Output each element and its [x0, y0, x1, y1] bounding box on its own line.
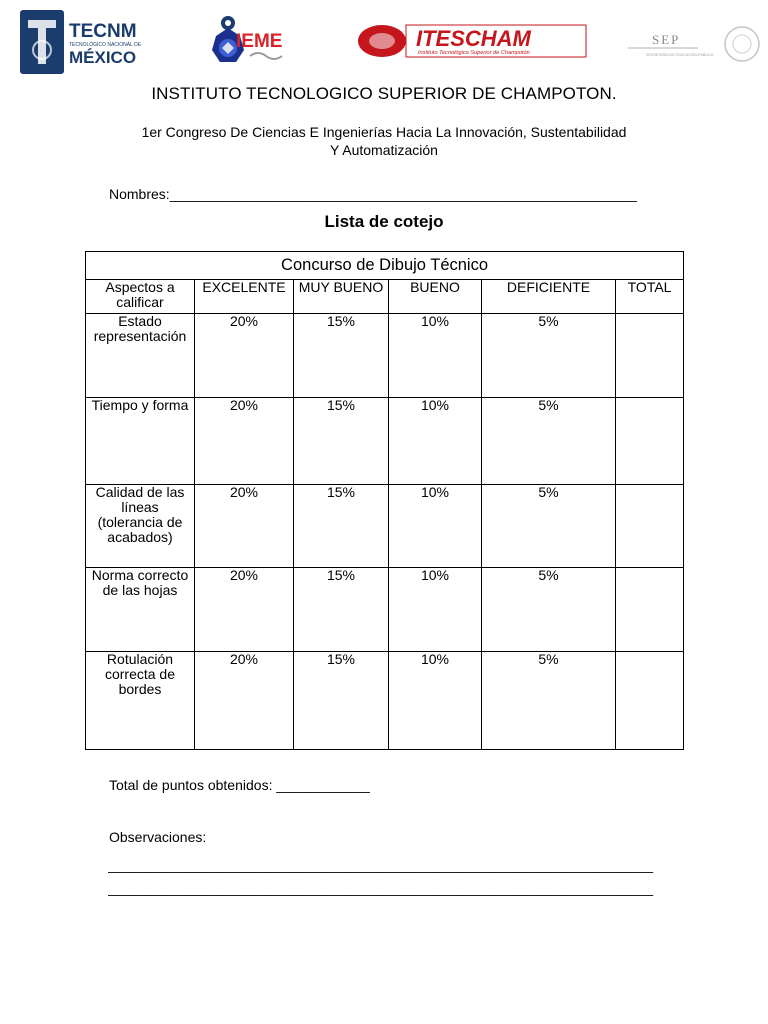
header-bueno: BUENO: [389, 280, 482, 314]
tecnm-title: TECNM: [69, 21, 137, 42]
congress-line-1: 1er Congreso De Ciencias E Ingenierías Hacia La Innovación, Sustentabilidad: [141, 124, 627, 140]
table-row: [86, 568, 684, 652]
sep-subtitle: SECRETARÍA DE EDUCACIÓN PÚBLICA: [646, 53, 714, 57]
names-field[interactable]: [109, 186, 637, 202]
ieme-text: IEME: [236, 31, 283, 52]
sep-text: SEP: [652, 32, 681, 47]
observations-label: Observaciones:: [109, 829, 207, 845]
cell-excelente[interactable]: 20%: [195, 568, 294, 652]
header-aspect: Aspectos a calificar: [86, 280, 195, 314]
row-aspect: Norma correcto de las hojas: [86, 568, 195, 652]
institution-title: INSTITUTO TECNOLOGICO SUPERIOR DE CHAMPOTON.: [151, 84, 617, 103]
cell-total[interactable]: [616, 314, 684, 398]
names-blank[interactable]: ____________________________________________________________: [169, 186, 637, 202]
itescham-logo: [356, 22, 588, 60]
table-row: [86, 398, 684, 485]
table-header-row: [86, 280, 684, 314]
total-points-blank[interactable]: ____________: [276, 777, 370, 793]
total-points-label: Total de puntos obtenidos:: [109, 777, 273, 793]
cell-bueno[interactable]: 10%: [389, 652, 482, 750]
cell-muy-bueno[interactable]: 15%: [294, 314, 389, 398]
cell-bueno[interactable]: 10%: [389, 398, 482, 485]
cell-excelente[interactable]: 20%: [195, 652, 294, 750]
cell-muy-bueno[interactable]: 15%: [294, 652, 389, 750]
table-caption: Concurso de Dibujo Técnico: [86, 252, 684, 280]
cell-deficiente[interactable]: 5%: [482, 652, 616, 750]
cell-total[interactable]: [616, 485, 684, 568]
cell-total[interactable]: [616, 568, 684, 652]
cell-deficiente[interactable]: 5%: [482, 398, 616, 485]
ieme-logo: [194, 14, 299, 74]
cell-muy-bueno[interactable]: 15%: [294, 398, 389, 485]
logo-bar: [0, 0, 768, 80]
tecnm-country: MÉXICO: [69, 48, 137, 67]
sep-logo: [624, 24, 768, 78]
observation-line-1[interactable]: ______________________________________________________________________: [108, 857, 654, 873]
cell-deficiente[interactable]: 5%: [482, 568, 616, 652]
row-aspect: Estado representación: [86, 314, 195, 398]
row-aspect: Tiempo y forma: [86, 398, 195, 485]
row-aspect: Rotulación correcta de bordes: [86, 652, 195, 750]
header-muy-bueno: MUY BUENO: [294, 280, 389, 314]
names-label: Nombres:: [109, 186, 170, 202]
cell-total[interactable]: [616, 398, 684, 485]
cell-total[interactable]: [616, 652, 684, 750]
tecnm-subtitle: TECNOLÓGICO NACIONAL DE: [69, 42, 142, 48]
cell-bueno[interactable]: 10%: [389, 568, 482, 652]
cell-excelente[interactable]: 20%: [195, 485, 294, 568]
header-deficiente: DEFICIENTE: [482, 280, 616, 314]
total-points-field[interactable]: [109, 777, 370, 793]
row-aspect: Calidad de las líneas (tolerancia de acabados): [86, 485, 195, 568]
table-row: [86, 485, 684, 568]
itescham-subtitle: Instituto Tecnológico Superior de Champotón: [418, 50, 530, 56]
congress-line-2: Y Automatización: [330, 142, 438, 158]
observation-line-2[interactable]: ______________________________________________________________________: [108, 880, 654, 896]
cell-excelente[interactable]: 20%: [195, 398, 294, 485]
cell-deficiente[interactable]: 5%: [482, 314, 616, 398]
table-row: [86, 652, 684, 750]
cell-excelente[interactable]: 20%: [195, 314, 294, 398]
header-excelente: EXCELENTE: [195, 280, 294, 314]
rubric-table: [85, 251, 684, 750]
cell-deficiente[interactable]: 5%: [482, 485, 616, 568]
itescham-text: ITESCHAM: [416, 26, 531, 51]
cell-bueno[interactable]: 10%: [389, 485, 482, 568]
checklist-title: Lista de cotejo: [324, 212, 444, 231]
cell-bueno[interactable]: 10%: [389, 314, 482, 398]
congress-subtitle: [104, 123, 664, 159]
tecnm-logo: [20, 10, 145, 76]
table-row: [86, 314, 684, 398]
cell-muy-bueno[interactable]: 15%: [294, 485, 389, 568]
cell-muy-bueno[interactable]: 15%: [294, 568, 389, 652]
header-total: TOTAL: [616, 280, 684, 314]
